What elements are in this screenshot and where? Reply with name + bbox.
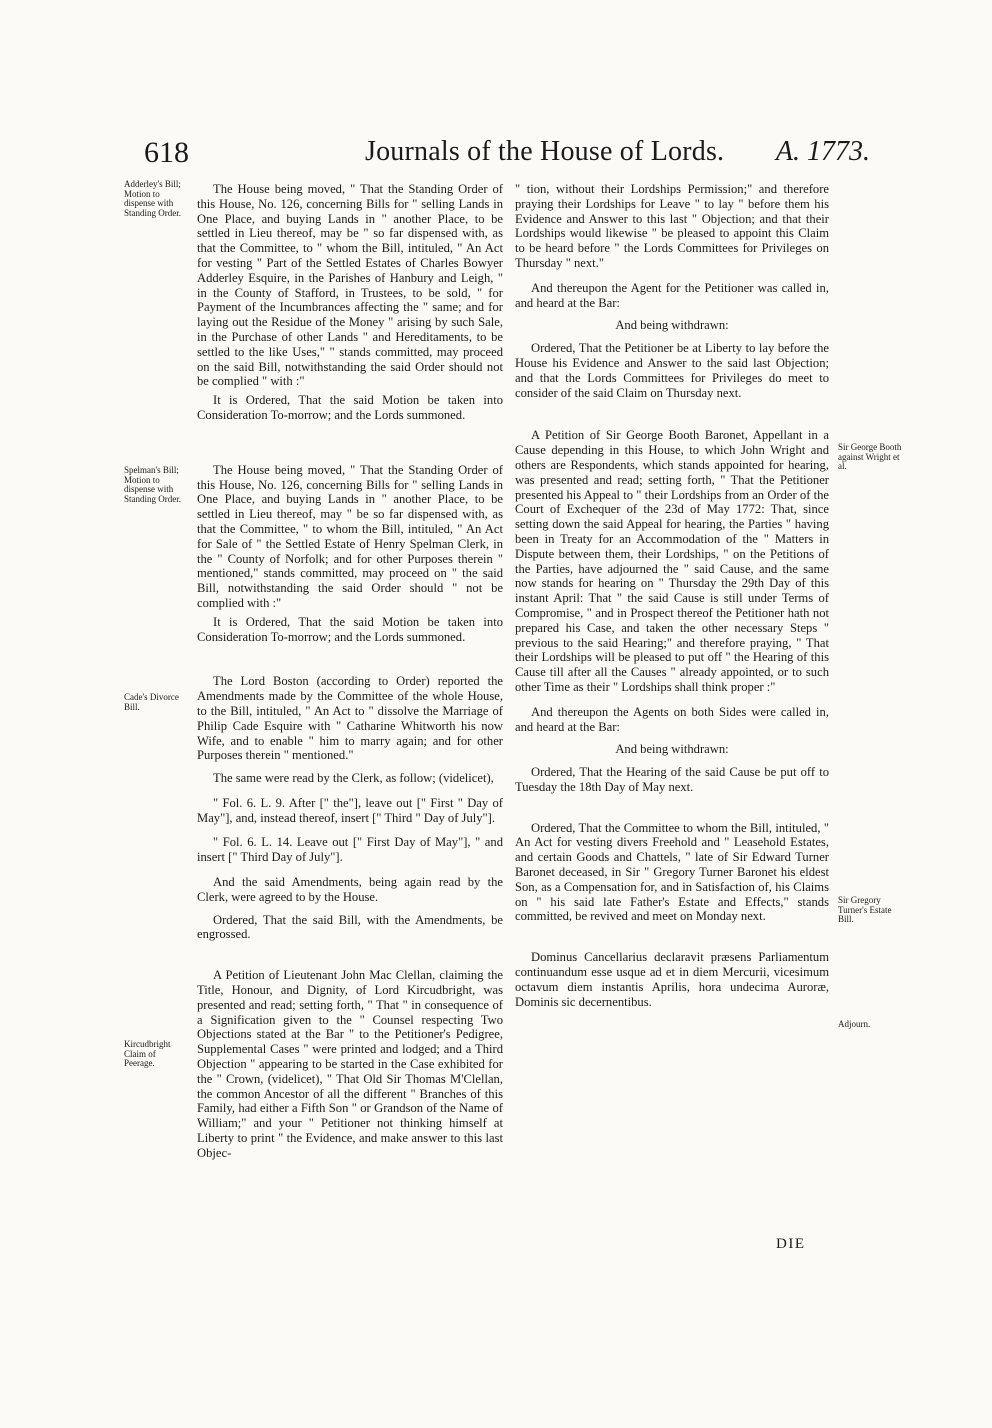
paragraph-spelman-order: It is Ordered, That the said Motion be taken into Consideration To-morrow; and the Lords summoned. <box>197 614 503 644</box>
left-column <box>197 182 503 1161</box>
paragraph-cade-engrossed: Ordered, That the said Bill, with the Amendments, be engrossed. <box>197 912 503 942</box>
margin-note-booth: Sir George Booth against Wright et al. <box>838 442 902 472</box>
margin-note-adjourn: Adjourn. <box>838 1019 871 1029</box>
right-column <box>515 182 829 1009</box>
margin-note-spelman: Spelman's Bill; Motion to dispense with Standing Order. <box>124 465 181 504</box>
paragraph-kircudbright-petition: A Petition of Lieutenant John Mac Clellan, claiming the Title, Honour, and Dignity, of Lord Kircudbright, was presented and read; setting forth, " That " in consequence of a Signification given to the " Counsel respecting Two Objections stated at the Bar " to the Petitioner's Pedigree, Supplemental Cases " were printed and lodged; and a Third Objection " appearing to be started in the Case exhibited for the " Crown, (videlicet), " That Old Sir Thomas M'Clellan, the common Ancestor of all the different " Branches of this Family, had either a Fifth Son " or Grandson of the Name of William;" and your " Petitioner not thinking himself at Liberty to print " the Evidence, and make answer to this last Objec- <box>197 968 503 1160</box>
paragraph-withdrawn-2: And being withdrawn: <box>615 742 729 757</box>
catchword: DIE <box>776 1236 806 1252</box>
paragraph-adjournment: Dominus Cancellarius declaravit præsens Parliamentum continuandum esse usque ad et in diem Mercurii, vicesimum octavum diem instantis Aprilis, hora undecima Auroræ, Dominis sic decernentibus. <box>515 950 829 1009</box>
year-label: A. 1773. <box>775 136 870 167</box>
paragraph-adderley-motion: The House being moved, " That the Standing Order of this House, No. 126, concerning Bills for " selling Lands in One Place, and buying Lands in " another Place, to be settled in Lieu thereof, may be " so far dispensed with, as that the Committee, to " whom the Bill, intituled, " An Act for vesting " Part of the Settled Estates of Charles Bowyer Adderley Esquire, in the Parishes of Hanbury and Leigh, " in the County of Stafford, in Trustees, to be sold, " for Payment of the Incumbrances affecting the " same; and for laying out the Residue of the Money " arising by such Sale, in the Purchase of other Lands " and Hereditaments, to be settled to the like Uses," " stands committed, may proceed on the said Bill, notwithstanding the said Order should not be complied " with :" <box>197 182 503 389</box>
paragraph-cade-read: The same were read by the Clerk, as follow; (videlicet), <box>213 771 494 786</box>
running-title: Journals of the House of Lords. <box>365 136 725 167</box>
paragraph-amendments-agreed: And the said Amendments, being again read by the Clerk, were agreed to by the House. <box>197 875 503 904</box>
paragraph-cade-report: The Lord Boston (according to Order) reported the Amendments made by the Committee of the whole House, to the Bill, intituled, " An Act to " dissolve the Marriage of Philip Cade Esquire with " Catharine Whitworth his now Wife, and to enable " him to marry again; and for other Purposes therein " mentioned." <box>197 674 503 763</box>
paragraph-booth-petition: A Petition of Sir George Booth Baronet, Appellant in a Cause depending in this House, to which John Wright and others are Respondents, which stands appointed for hearing, was presented and read; setting forth, " That the Petitioner presented his Appeal to " their Lordships from an Order of the Court of Exchequer of the 23d of May 1772: That, since setting down the said Appeal for hearing, the Parties " having been in Treaty for an Accommodation of the " Matters in Dispute between them, their Lordships, " on the Petitions of the Parties, have adjourned the " said Cause, and the same now stands for hearing on " Thursday the 29th Day of this instant April: That " the said Cause is still under Terms of Compromise, " and in Prospect thereof the Petitioner hath not prepared his Case, and taken the other necessary Steps " previous to the said Hearing;" and therefore praying, " That their Lordships will be pleased to put off " the Hearing of this Cause till after all the Causes " already appointed, or to such other Time as their " Lordships shall think proper :" <box>515 428 829 694</box>
margin-note-kircudbright: Kircudbright Claim of Peerage. <box>124 1039 171 1069</box>
margin-note-turner: Sir Gregory Turner's Estate Bill. <box>838 895 892 925</box>
page-number: 618 <box>144 136 189 169</box>
paragraph-kircudbright-order: Ordered, That the Petitioner be at Liberty to lay before the House his Evidence and Answer to the said last Objection; and that the Lords Committees for Privileges do meet to consider of the said Claim on Thursday next. <box>515 341 829 400</box>
paragraph-agents-called: And thereupon the Agents on both Sides were called in, and heard at the Bar: <box>515 704 829 734</box>
paragraph-amendment-2: " Fol. 6. L. 14. Leave out [" First Day of May"], " and insert [" Third Day of July"]. <box>197 835 503 865</box>
paragraph-amendment-1: " Fol. 6. L. 9. After [" the"], leave out [" First " Day of May"], and, instead thereof, insert [" Third " Day of July"]. <box>197 795 503 825</box>
paragraph-agent-called: And thereupon the Agent for the Petitioner was called in, and heard at the Bar: <box>515 280 829 310</box>
paragraph-spelman-motion: The House being moved, " That the Standing Order of this House, No. 126, concerning Bills for " selling Lands in One Place, and buying Lands in " another Place, to be settled in Lieu thereof, may " be so far dispensed with, as that the Committee, " to whom the Bill, intituled, " An Act for Sale of " the Settled Estate of Henry Spelman Clerk, in the " County of Norfolk; and for other Purposes therein " mentioned," stands committed, may proceed on " the said Bill, notwithstanding the said Order should " not be complied with :" <box>197 462 503 610</box>
paragraph-booth-order: Ordered, That the Hearing of the said Cause be put off to Tuesday the 18th Day of May next. <box>515 765 829 794</box>
paragraph-withdrawn-1: And being withdrawn: <box>615 318 729 333</box>
margin-note-adderley: Adderley's Bill; Motion to dispense with Standing Order. <box>124 179 181 218</box>
page-header <box>140 136 870 176</box>
paragraph-adderley-order: It is Ordered, That the said Motion be taken into Consideration To-morrow; and the Lords summoned. <box>197 393 503 422</box>
margin-note-cade: Cade's Divorce Bill. <box>124 692 179 712</box>
paragraph-turner-order: Ordered, That the Committee to whom the Bill, intituled, " An Act for vesting divers Freehold and " Leasehold Estates, and certain Goods and Chattels, " late of Sir Edward Turner Baronet deceased, in Sir " Gregory Turner Baronet his eldest Son, as a Compensation for, and in Satisfaction of, his Claims on " his said late Father's Estate and Effects," stands committed, be revived and meet on Monday next. <box>515 820 829 924</box>
paragraph-kircudbright-continued: " tion, without their Lordships Permission;" and therefore praying their Lordships for Leave " to lay " before them his Evidence and Answer to this last " Objection; and that their Lordships would likewise " be pleased to appoint this Claim to be heard before " the Lords Committees for Privileges on Thursday " next." <box>515 182 829 270</box>
